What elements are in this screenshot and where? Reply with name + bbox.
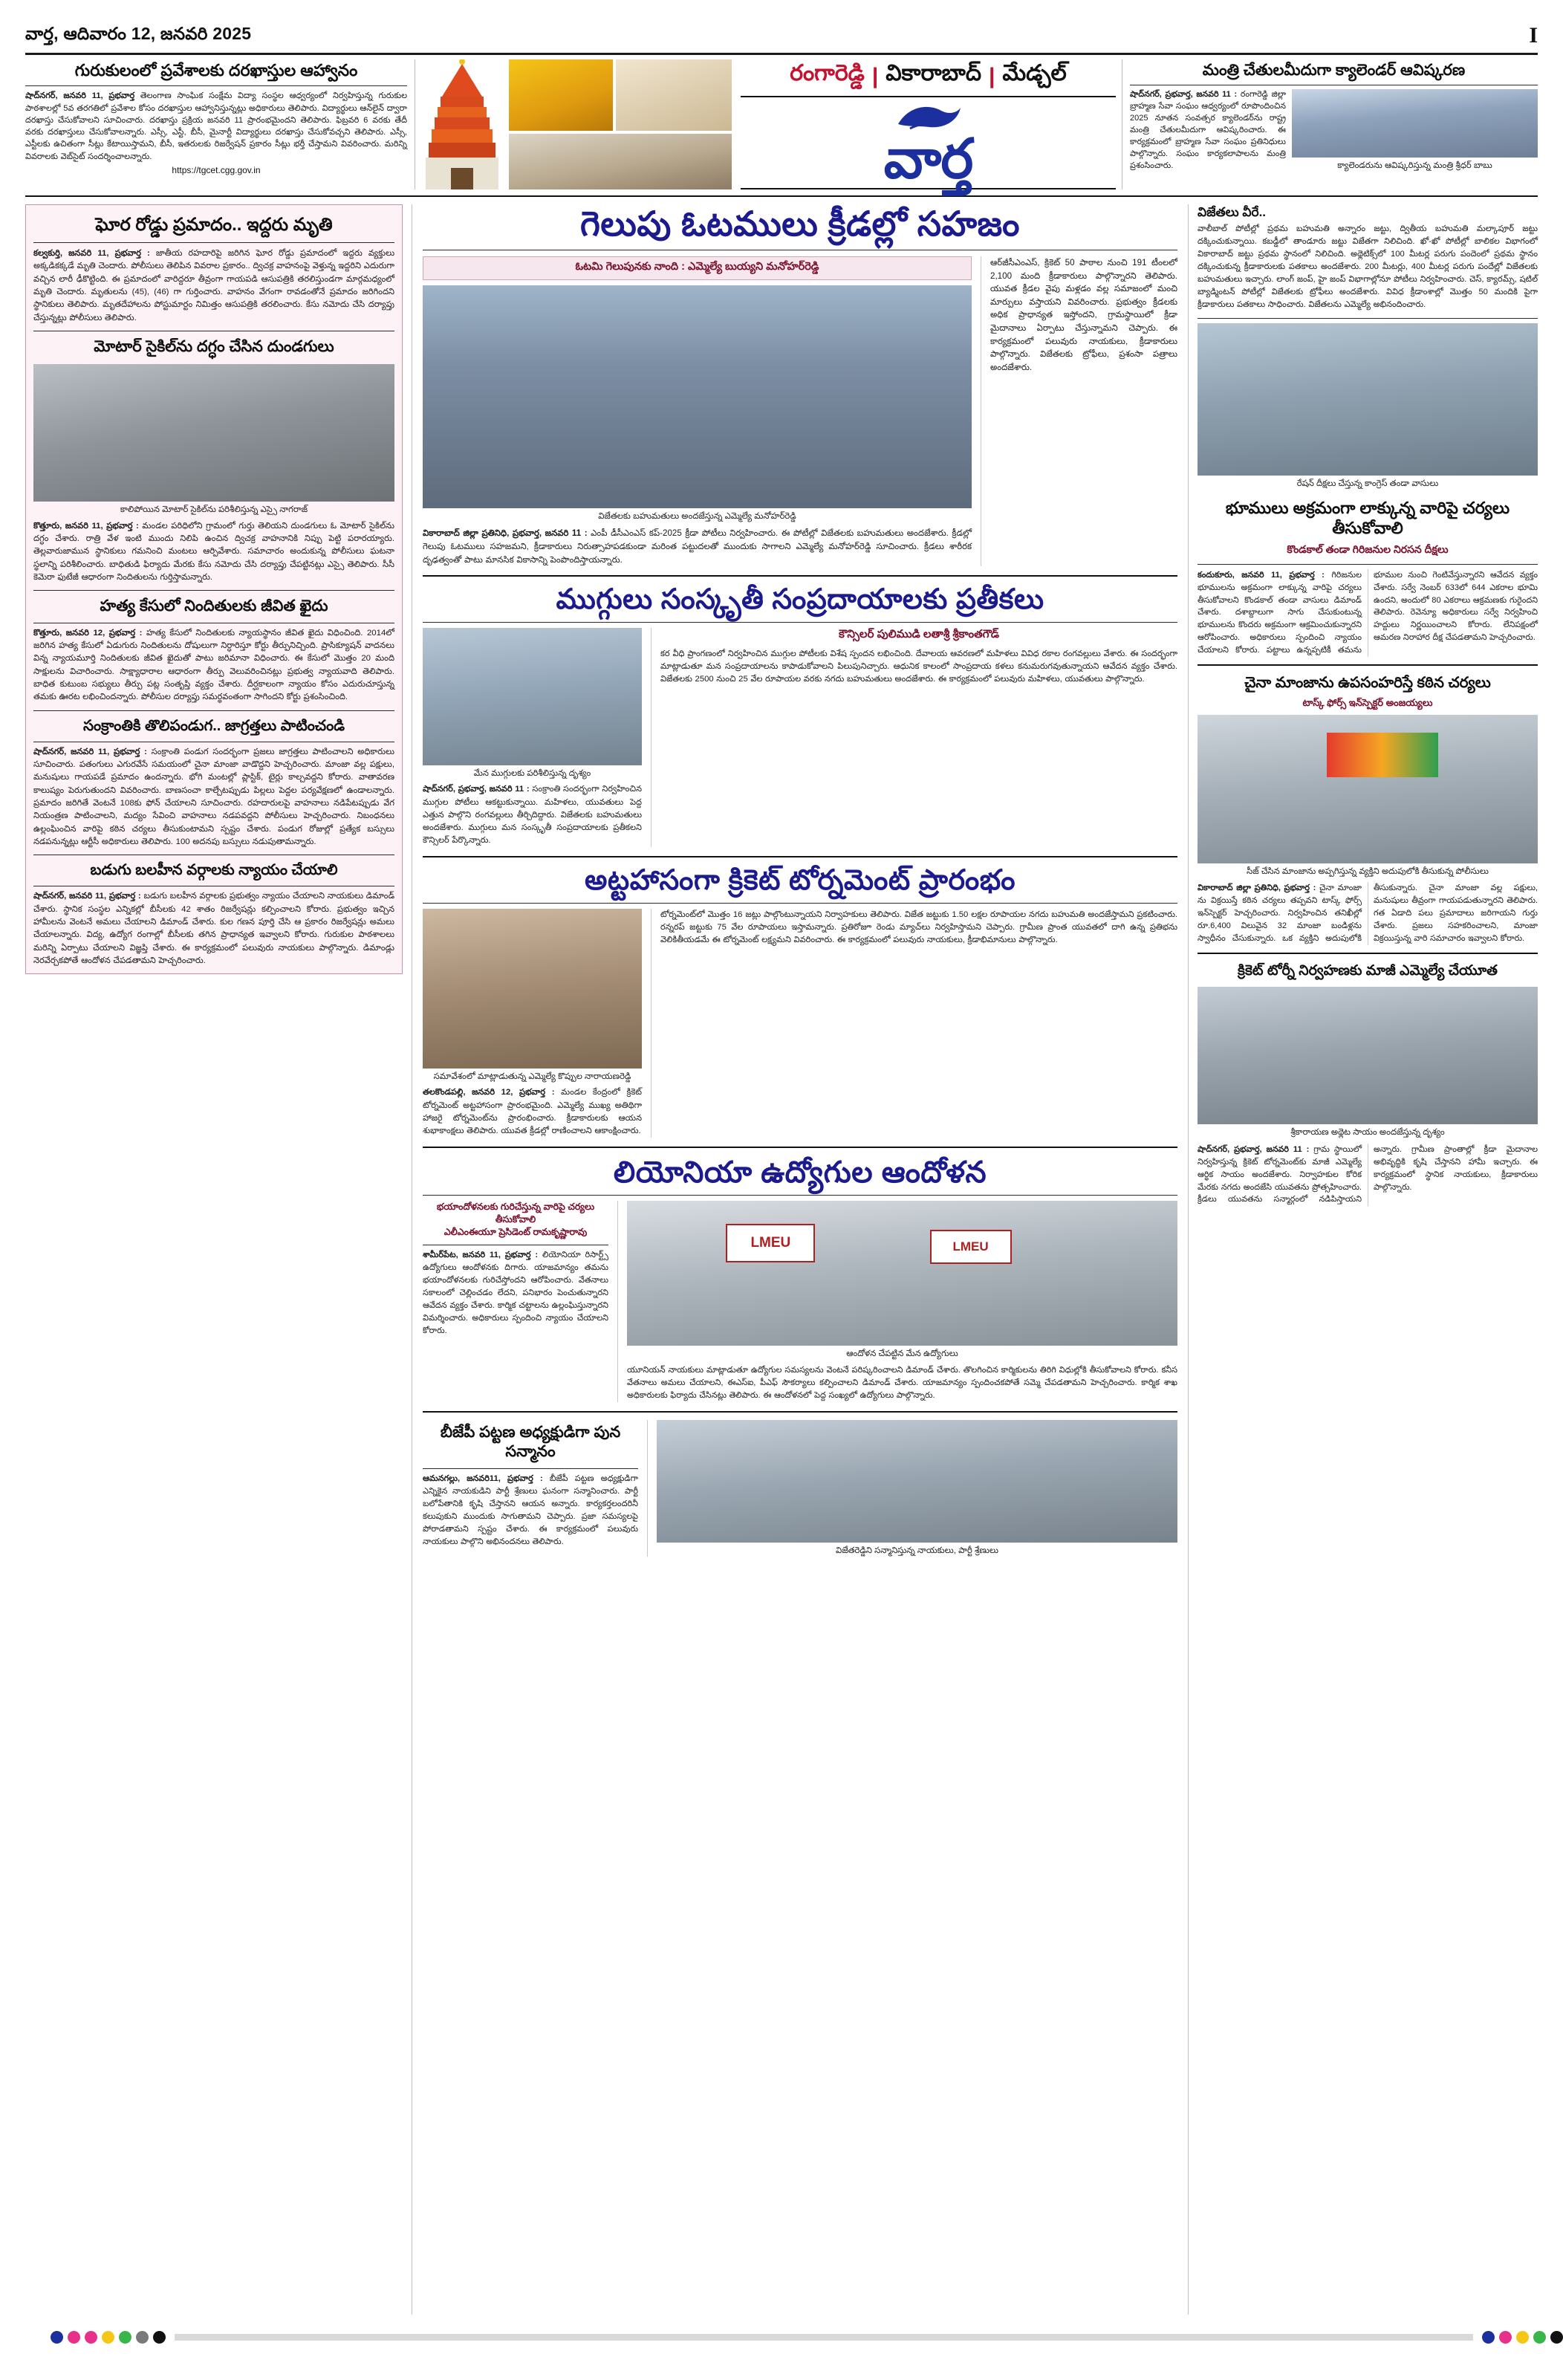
hatya-dateline: కొత్తూరు, జనవరి 12, ప్రభవార్త : (33, 628, 143, 638)
hatya-body (33, 627, 394, 704)
muggulu-body-right: కర వీధి ప్రాంగణంలో నిర్వహించిన ముగ్గుల పోటీలకు విశేష స్పందన లభించింది. దేవాలయ ఆవరణలో మహిళలు వివిధ రకాల రంగవల్లులు వేశారు. ఈ సందర్భంగా మాట్లాడుతూ మన సంప్రదాయాలను కాపాడుకోవాలని పిలుపునిచ్చారు. ఆధునిక కాలంలో సాంప్రదాయ కళలు కనుమరుగవుతున్నాయని ఆవేదన వ్యక్తం చేశారు. విజేతలకు 2500 నుంచి 25 వేల రూపాయల వరకు నగదు బహుమతులు అందజేశారు. ఈ కార్యక్రమంలో పలువురు మహిళలు, యువతులు పాల్గొన్నారు. (660, 649, 1177, 684)
china-manja-caption: సీజ్ చేసిన మాంజాను అప్పగిస్తున్న వ్యక్తిని అదుపులోకి తీసుకున్న పోలీసులు (1247, 866, 1489, 876)
accident-dateline: కల్వకుర్తి, జనవరి 11, ప్రభవార్త : (33, 249, 150, 258)
muggulu-dateline: షాద్‌నగర్, ప్రభవార్త, జనవరి 11 : (423, 785, 530, 794)
bike-photo (33, 364, 394, 502)
cricket2-dateline: షాద్‌నగర్, ప్రభవార్త, జనవరి 11 : (1198, 1144, 1310, 1154)
sports-caption: విజేతలకు బహుమతులు అందజేస్తున్న ఎమ్మెల్యే మనోహర్‌రెడ్డి (598, 511, 796, 521)
page-header (25, 22, 1538, 55)
bjp-dateline: ఆమనగల్లు, జనవరి11, ప్రభవార్త : (423, 1474, 543, 1484)
badugu-dateline: షాద్‌నగర్, జనవరి 11, ప్రభవార్త : (33, 892, 141, 901)
edition-sep-1: | (871, 63, 879, 88)
leoniya-body-left (423, 1249, 608, 1337)
edition-0: రంగారెడ్డి (790, 61, 865, 85)
bjp-caption: విజేతరెడ్డిని సన్మానిస్తున్న నాయకులు, పార్టీ శ్రేణులు (836, 1546, 998, 1555)
accident-text: జాతీయ రహదారిపై జరిగిన ఘోర రోడ్డు ప్రమాదంలో ఇద్దరు వ్యక్తులు అక్కడికక్కడే మృతి చెందారు. పోలీసులు తెలిపిన వివరాల ప్రకారం.. ద్విచక్ర వాహనంపై వెళ్తున్న ఇద్దరిని ఎదురుగా వచ్చిన లారీ ఢీకొట్టింది. ఈ ప్రమాదంలో వారిద్దరూ తీవ్రంగా గాయపడి ఆసుపత్రికి తరలిస్తుండగా మార్గమధ్యంలో మృతి చెందారు. మృతులను (45), (46) గా గుర్తించారు. వాహనం వేగంగా రావడంతోనే ప్రమాదం జరిగిందని స్థానికులు తెలిపారు. మృతదేహాలను పోస్టుమార్టం నిమిత్తం ఆసుపత్రికి తరలించారు. కేసు నమోదు చేసి దర్యాప్తు చేస్తున్నట్లు పోలీసులు తెలిపారు. (33, 249, 395, 322)
bjp-text: బీజేపీ పట్టణ అధ్యక్షుడిగా ఎన్నికైన నాయకుడిని పార్టీ శ్రేణులు ఘనంగా సన్మానించారు. పార్టీ బలోపేతానికి కృషి చేస్తానని ఆయన అన్నారు. కార్యకర్తలందరినీ కలుపుకుని ముందుకు సాగుతామని చెప్పారు. ప్రజా సమస్యలపై పోరాడతామని స్పష్టం చేశారు. ఈ కార్యక్రమంలో పలువురు నాయకులు పాల్గొని అభినందనలు తెలిపారు. (423, 1474, 638, 1547)
vijetalu-headline: విజేతలు వీరే.. (1198, 205, 1267, 219)
calendar-text: రంగారెడ్డి జిల్లా బ్రాహ్మణ సేవా సంఘం ఆధ్వర్యంలో రూపొందించిన 2025 నూతన సంవత్సర క్యాలెండర్‌ను రాష్ట్ర మంత్రి చేతులమీదుగా ఆవిష్కరించారు. ఈ కార్యక్రమంలో బ్రాహ్మణ సేవా సంఘం ప్రతినిధులు పాల్గొన్నారు. సంఘం కార్యకలాపాలను మంత్రి ప్రశంసించారు. (1130, 90, 1286, 170)
muggulu-body-left (423, 783, 642, 847)
cricket2-body (1198, 1144, 1538, 1206)
edition-bar (735, 61, 1122, 91)
edition-2: మేడ్చల్ (1002, 61, 1067, 85)
cricket2-photo (1198, 987, 1538, 1124)
cricket-text-left: మండల కేంద్రంలో క్రికెట్ టోర్నమెంట్ అట్టహాసంగా ప్రారంభమైంది. ఎమ్మెల్యే ముఖ్య అతిథిగా హాజరై టోర్నమెంట్‌ను ప్రారంభించారు. క్రీడాకారులకు ఆయన శుభాకాంక్షలు తెలిపారు. యువత క్రీడల్లో రాణించాలని ఆకాంక్షించారు. (423, 1088, 642, 1135)
leoniya-body-right: యూనియన్ నాయకులు మాట్లాడుతూ ఉద్యోగుల సమస్యలను వెంటనే పరిష్కరించాలని డిమాండ్ చేశారు. తొలగించిన కార్మికులను తిరిగి విధుల్లోకి తీసుకోవాలని కోరారు. కనీస వేతనాలు అమలు చేయాలని, ఈఎస్‌ఐ, పీఎఫ్ సౌకర్యాలు కల్పించాలని డిమాండ్ చేశారు. యాజమాన్యం స్పందించకపోతే సమ్మె చేపడతామని హెచ్చరించారు. కార్మిక శాఖ అధికారులకు ఫిర్యాదు చేసినట్లు తెలిపారు. ఈ ఆందోళనలో పెద్ద సంఖ్యలో ఉద్యోగులు పాల్గొన్నారు. (627, 1365, 1177, 1400)
bike-headline: మోటార్ సైకిల్‌ను దగ్ధం చేసిన దుండగులు (94, 337, 334, 355)
muggulu-text-left: సంక్రాంతి సందర్భంగా నిర్వహించిన ముగ్గుల పోటీలు ఆకట్టుకున్నాయి. మహిళలు, యువతులు పెద్ద ఎత్తున పాల్గొని రంగవల్లులు తీర్చిదిద్దారు. విజేతలకు బహుమతులు అందజేశారు. ముగ్గులు మన సంస్కృతీ సంప్రదాయాలకు ప్రతీకలని కౌన్సిలర్ పేర్కొన్నారు. (423, 785, 642, 846)
calendar-dateline: షాద్‌నగర్, ప్రభవార్త, జనవరి 11 : (1130, 90, 1238, 100)
bike-caption: కాలిపోయిన మోటార్ సైకిల్‌ను పరిశీలిస్తున్న ఎస్సై నాగరాజ్ (120, 505, 308, 515)
masthead-row (25, 59, 1538, 189)
sports-dateline: వికారాబాద్ జిల్లా ప్రతినిధి, ప్రభవార్త, జనవరి 11 : (423, 528, 588, 539)
sports-photo (423, 285, 972, 508)
sports-headline: గెలుపు ఓటములు క్రీడల్లో సహజం (580, 204, 1020, 243)
accident-headline: ఘోర రోడ్డు ప్రమాదం.. ఇద్దరు మృతి (95, 215, 333, 235)
cricket-photo (423, 909, 642, 1069)
muggulu-photo (423, 628, 642, 765)
muggulu-caption: మేన ముగ్గులకు పరిశీలిస్తున్న దృశ్యం (473, 768, 591, 778)
bike-dateline: కొత్తూరు, జనవరి 11, ప్రభవార్త : (33, 521, 139, 531)
sports-subhead: ఓటమి గెలుపునకు నాంది : ఎమ్మెల్యే బుయ్యని మనోహర్‌రెడ్డి (423, 256, 972, 280)
gurukulam-dateline: షాద్‌నగర్, జనవరి 11, ప్రభవార్త (25, 91, 135, 101)
colorbar-right-dots (1482, 2331, 1563, 2344)
colorbar-line (175, 2334, 1473, 2341)
calendar-photo (1292, 89, 1538, 158)
right-rail (1189, 204, 1538, 2315)
cricket2-headline: క్రికెట్ టోర్నీ నిర్వహణకు మాజీ ఎమ్మెల్యే చేయూత (1238, 962, 1498, 979)
gurukulam-text: తెలంగాణ సాంఘిక సంక్షేమ విద్యా సంస్థల ఆధ్వర్యంలో నిర్వహిస్తున్న గురుకుల పాఠశాలల్లో 5వ తరగతిలో ప్రవేశాల కోసం దరఖాస్తుల ఆహ్వానిస్తున్నట్లు అధికారులు తెలిపారు. విద్యార్థులు ఆన్‌లైన్ ద్వారా దరఖాస్తు చేసుకోవాలని సూచించారు. దరఖాస్తు ప్రక్రియ జనవరి 11 ప్రారంభమైందని తెలిపారు. ఫిబ్రవరి 6 వరకు తేదీ వరకు దరఖాస్తులు చేసుకోవాలన్నారు. ఎస్సీ, ఎస్టీ, బీసీ, మైనార్టీ విద్యార్థులు దరఖాస్తు చేసుకోవచ్చని తెలిపారు. ఎస్సీ, ఎస్టీలకు ఉచితంగా సీట్లు కేటాయిస్తామని, బీసీ, ఇతరులకు రిజర్వేషన్ ప్రకారం సీట్లు భర్తీ చేస్తామని వివరించారు. మరిన్ని వివరాలకు వెబ్‌సైట్ సందర్శించాలన్నారు. (25, 91, 408, 161)
calendar-body (1130, 89, 1286, 172)
muggulu-headline: ముగ్గులు సంస్కృతీ సంప్రదాయాలకు ప్రతీకలు (556, 584, 1044, 616)
china-manja-dateline: వికారాబాద్ జిల్లా ప్రతినిధి, ప్రభవార్త : (1198, 883, 1316, 893)
paper-logo (735, 102, 1122, 189)
colorbar-left-dots (51, 2331, 166, 2344)
leoniya-subhead2: ఎలీఎంఈయూ ప్రెసిడెంట్ రామకృష్ణారావు (443, 1226, 588, 1237)
cricket-body-right: టోర్నమెంట్‌లో మొత్తం 16 జట్లు పాల్గొంటున్నాయని నిర్వాహకులు తెలిపారు. విజేత జట్టుకు 1.50 లక్షల రూపాయల నగదు బహుమతి అందజేస్తామని ప్రకటించారు. రన్నరప్ జట్టుకు 75 వేల రూపాయలు ఇస్తామన్నారు. ప్రతిరోజూ రెండు మ్యాచ్‌లు నిర్వహిస్తామని చెప్పారు. గ్రామీణ ప్రాంత యువతలో దాగి ఉన్న ప్రతిభను వెలికితీయడమే ఈ టోర్నమెంట్ లక్ష్యమని వివరించారు. ఈ కార్యక్రమంలో పలువురు నాయకులు, క్రీడాభిమానులు పాల్గొన్నారు. (660, 909, 1177, 945)
rythu-caption: రేషన్ దీక్షలు చేస్తున్న కాంగ్రెస్ తండా వాసులు (1296, 479, 1439, 489)
calendar-caption: క్యాలెండరును ఆవిష్కరిస్తున్న మంత్రి శ్రీధర్ బాబు (1337, 161, 1492, 171)
sankranti-headline: సంక్రాంతికి తొలిపండుగ.. జాగ్రత్తలు పాటించండి (82, 717, 345, 734)
calendar-headline: మంత్రి చేతులమీదుగా క్యాలెండర్ ఆవిష్కరణ (1202, 62, 1466, 79)
cricket-caption: సమావేశంలో మాట్లాడుతున్న ఎమ్మెల్యే కొప్పుల నారాయణరెడ్డి (433, 1071, 631, 1081)
china-manja-headline: చైనా మాంజాను ఉపసంహరిస్తే కఠిన చర్యలు (1244, 674, 1491, 691)
cricket-body-left (423, 1086, 642, 1138)
china-manja-body (1198, 882, 1538, 944)
rythu-headline: భూములు అక్రమంగా లాక్కున్న వారిపై చర్యలు తీసుకోవాలి (1225, 498, 1510, 538)
left-rail (25, 204, 412, 2315)
idol-photo (509, 59, 613, 131)
rythu-body (1198, 569, 1538, 657)
gurukulam-body (25, 90, 407, 162)
badugu-body (33, 890, 394, 967)
cricket2-caption: శ్రీకారాయణ అథ్లెట సాయం అందజేస్తున్న దృశ్యం (1290, 1128, 1445, 1138)
badugu-headline: బడుగు బలహీన వర్గాలకు న్యాయం చేయాలి (90, 862, 338, 879)
leoniya-caption: ఆందోళన చేపట్టిన మేన ఉద్యోగులు (846, 1349, 958, 1359)
edition-sep-2: | (989, 63, 995, 88)
lamp-photo (616, 59, 732, 131)
paper-name: వార్త (883, 128, 973, 189)
leoniya-text-left: లియోనియా రిసార్ట్స్ ఉద్యోగులు ఆందోళనకు దిగారు. యాజమాన్యం తమను భయాందోళనలకు గురిచేస్తోందని ఆరోపించారు. వేతనాలు సకాలంలో చెల్లించడం లేదని, పనిభారం పెంచుతున్నారని ఆవేదన వ్యక్తం చేశారు. కార్మిక చట్టాలను ఉల్లంఘిస్తున్నారని విమర్శించారు. అధికారులు స్పందించి న్యాయం చేయాలని కోరారు. (423, 1250, 608, 1335)
story-calendar (1122, 59, 1538, 189)
hatya-headline: హత్య కేసులో నిందితులకు జీవిత ఖైదు (100, 597, 328, 615)
leoniya-headline: లియోనియా ఉద్యోగుల ఆందోళన (613, 1156, 987, 1190)
leoniya-subhead: భయాందోళనలకు గురిచేస్తున్న వారిపై చర్యలు తీసుకోవాలి (436, 1202, 595, 1225)
sports-body-right: ఆర్‌జీసీఎంఎస్, క్రికెట్ 50 పాఠాల నుంచి 191 టీంలలో 2,100 మంది క్రీడాకారులు పాల్గొన్నారని తెలిపారు. యువత క్రీడల వైపు మళ్లడం వల్ల సమాజంలో మంచి మార్పులు వస్తాయని వివరించారు. ప్రభుత్వం క్రీడలకు అధిక ప్రాధాన్యత ఇస్తోందని, గ్రామస్థాయిలో క్రీడా మైదానాలు ఏర్పాటు చేస్తున్నామని చెప్పారు. ఈ కార్యక్రమంలో పలువురు నాయకులు, క్రీడాకారులు పాల్గొన్నారు. విజేతలకు ట్రోఫీలు, ప్రశంసా పత్రాలు అందజేశారు. (990, 257, 1177, 372)
page-number: I (1529, 23, 1538, 48)
china-manja-photo (1198, 715, 1538, 863)
registration-colorbar (51, 2330, 1563, 2344)
masthead-logo-block (735, 59, 1122, 189)
bjp-body (423, 1473, 638, 1549)
cricket-headline: అట్టహాసంగా క్రికెట్ టోర్నమెంట్ ప్రారంభం (584, 865, 1016, 897)
masthead-graphics (415, 59, 735, 189)
leoniya-dateline: శామీర్‌పేట, జనవరి 11, ప్రభవార్త : (423, 1250, 539, 1259)
accident-body (33, 247, 394, 325)
bjp-photo (657, 1420, 1177, 1543)
sports-body-left (423, 527, 972, 566)
center-column (412, 204, 1189, 2315)
story-gurukulam (25, 59, 415, 189)
rythu-text: గిరిజనుల భూములను అక్రమంగా లాక్కున్న వారిపై చర్యలు తీసుకోవాలని కొండకాల్ తండా వాసులు డిమాండ్ చేశారు. దశాబ్దాలుగా సాగు చేసుకుంటున్న భూములను కొందరు అక్రమంగా ఆక్రమించుకున్నారని ఆరోపించారు. అధికారులు స్పందించి న్యాయం చేయాలని కోరారు. పట్టాలు ఉన్నప్పటికీ తమను భూముల నుంచి గెంటివేస్తున్నారని ఆవేదన వ్యక్తం చేశారు. సర్వే నెంబర్ 633లో 644 ఎకరాల భూమి ఉందని, అందులో 80 ఎకరాలు ఆక్రమణకు గురైందని తెలిపారు. రెవెన్యూ అధికారులు సర్వే నిర్వహించి హద్దులు నిర్ణయించాలని కోరారు. లేనిపక్షంలో ఆమరణ నిరాహార దీక్ష చేపడతామని హెచ్చరించారు. (1198, 570, 1538, 655)
bike-text: మండల పరిధిలోని గ్రామంలో గుర్తు తెలియని దుండగులు ఓ మోటార్ సైకిల్‌ను దగ్ధం చేశారు. రాత్రి వేళ ఇంటి ముందు నిలిపి ఉంచిన ద్విచక్ర వాహనానికి నిప్పు పెట్టి పరారయ్యారు. తెల్లవారుజామున స్థానికులు గమనించి మంటలు ఆర్పివేశారు. సమాచారం అందుకున్న పోలీసులు ఘటనా స్థలాన్ని పరిశీలించారు. బాధితుడి ఫిర్యాదు మేరకు కేసు నమోదు చేసి దర్యాప్తు చేపట్టినట్లు ఎస్సై తెలిపారు. సీసీ కెమెరా ఫుటేజీ ఆధారంగా నిందితులను గుర్తిస్తామన్నారు. (33, 521, 394, 583)
sankranti-text: సంక్రాంతి పండుగ సందర్భంగా ప్రజలు జాగ్రత్తలు పాటించాలని అధికారులు సూచించారు. పతంగులు ఎగురవేసే సమయంలో చైనా మాంజా వాడొద్దని హెచ్చరించారు. మాంజా వల్ల పక్షులు, మనుషులు గాయపడే ప్రమాదం ఉందన్నారు. భోగి మంటల్లో ప్లాస్టిక్, టైర్లు కాల్చవద్దని కోరారు. వాతావరణ కాలుష్యం పెరుగుతుందని వివరించారు. బాణసంచా కాల్చేటప్పుడు పిల్లలు పెద్దల పర్యవేక్షణలో ఉండాలన్నారు. ప్రమాదం జరిగితే వెంటనే 108కు ఫోన్ చేయాలని సూచించారు. రహదారులపై వాహనాలు నడిపేటప్పుడు వేగ నియంత్రణ పాటించాలని, మద్యం సేవించి వాహనాలు నడపవద్దని పోలీసులు హెచ్చరించారు. నిబంధనలు ఉల్లంఘించిన వారిపై కఠిన చర్యలు తీసుకుంటామని స్పష్టం చేశారు. పండుగ రోజుల్లో ప్రత్యేక బస్సులు నడపనున్నట్లు ఆర్టీసీ అధికారులు తెలిపారు. 100 అదనపు బస్సులు నడుపుతామన్నారు. (33, 747, 394, 846)
china-manja-text: చైనా మాంజా ను విక్రయిస్తే కఠిన చర్యలు తప్పవని టాస్క్ ఫోర్స్ ఇన్‌స్పెక్టర్ హెచ్చరించారు. నిర్వహించిన తనిఖీల్లో రూ.6,400 విలువైన 32 మాంజా బండిళ్లను స్వాధీనం చేసుకున్నారు. ఒక వ్యక్తిని అదుపులోకి తీసుకున్నారు. చైనా మాంజా వల్ల పక్షులు, మనుషులు తీవ్రంగా గాయపడుతున్నారని తెలిపారు. గత ఏడాది పలు ప్రమాదాలు జరిగాయని గుర్తు చేశారు. ప్రజలు సహకరించాలని, మాంజా విక్రయిస్తున్న వారి సమాచారం ఇవ్వాలని కోరారు. (1198, 883, 1538, 943)
rythu-subhead: కొండకాల్ తండా గిరిజనుల నిరసన దీక్షలు (1287, 542, 1449, 555)
sports-text-left: ఎంపీ డీసీఎంఎస్ కప్-2025 క్రీడా పోటీలు నిర్వహించారు. ఈ పోటీల్లో విజేతలకు బహుమతులు అందజేశారు. క్రీడల్లో గెలుపు ఓటములు సహజమని, క్రీడాకారులు నిరుత్సాహపడకుండా మరింత పట్టుదలతో ముందుకు సాగాలని ఎమ్మెల్యే మనోహర్‌రెడ్డి సూచించారు. క్రీడలు శారీరక దృఢత్వంతో పాటు మానసిక వికాసాన్ని పెంపొందిస్తాయన్నారు. (423, 528, 972, 565)
cricket2-text: గ్రామ స్థాయిలో నిర్వహిస్తున్న క్రికెట్ టోర్నమెంట్‌కు మాజీ ఎమ్మెల్యే ఆర్థిక సాయం అందజేశారు. నిర్వాహకుల కోరిక మేరకు నగదు అందజేసి యువతను ప్రోత్సహించారు. క్రీడలు యువతను సన్మార్గంలో నడిపిస్తాయని అన్నారు. గ్రామీణ ప్రాంతాల్లో క్రీడా మైదానాల అభివృద్ధికి కృషి చేస్తానని హామీ ఇచ్చారు. ఈ కార్యక్రమంలో స్థానిక నాయకులు, క్రీడాకారులు పాల్గొన్నారు. (1198, 1144, 1538, 1204)
gurukulam-website: https://tgcet.cgg.gov.in (172, 164, 261, 175)
temple-gopuram-icon (418, 59, 506, 189)
hall-photo (509, 134, 732, 189)
china-manja-subhead: టాస్క్ ఫోర్స్ ఇన్‌స్పెక్టర్ అంజయ్యలు (1302, 696, 1433, 708)
cricket-dateline: తలకొండపల్లి, జనవరి 12, ప్రభవార్త : (423, 1088, 555, 1097)
edition-1: వికారాబాద్ (886, 61, 982, 85)
hatya-text: హత్య కేసులో నిందితులకు న్యాయస్థానం జీవిత ఖైదు విధించింది. 2014లో జరిగిన హత్య కేసులో ఏడుగురు నిందితులను దోషులుగా నిర్ధారిస్తూ కోర్టు తీర్పునిచ్చింది. ప్రాసిక్యూషన్ వాదనలు విన్న న్యాయమూర్తి నిందితులకు జీవిత ఖైదుతో పాటు జరిమానా విధించారు. ఈ కేసులో మొత్తం 20 మంది సాక్షులను విచారించారు. సాక్ష్యాధారాల ఆధారంగా తీర్పు వెలువరించినట్లు ప్రభుత్వ న్యాయవాది తెలిపారు. బాధిత కుటుంబ సభ్యులు తీర్పు పట్ల సంతృప్తి వ్యక్తం చేశారు. దీర్ఘకాలంగా న్యాయం కోసం ఎదురుచూస్తున్న తమకు ఊరట లభించిందన్నారు. పోలీసుల దర్యాప్తు సమర్థవంతంగా సాగిందని కోర్టు ప్రశంసించింది. (33, 628, 395, 702)
rythu-photo (1198, 323, 1538, 476)
badugu-text: బడుగు బలహీన వర్గాలకు ప్రభుత్వం న్యాయం చేయాలని నాయకులు డిమాండ్ చేశారు. స్థానిక సంస్థల ఎన్నికల్లో బీసీలకు 42 శాతం రిజర్వేషన్లు కల్పించాలని కోరారు. ప్రభుత్వం ఇచ్చిన హామీలను వెంటనే అమలు చేయాలని డిమాండ్ చేశారు. కుల గణన పూర్తి చేసి ఆ ప్రకారం రిజర్వేషన్లు అమలు చేయాలన్నారు. విద్య, ఉద్యోగ రంగాల్లో బీసీలకు తగిన ప్రాధాన్యత ఇవ్వాలని కోరారు. గురుకుల పాఠశాలలు మరిన్ని ఏర్పాటు చేయాలని విజ్ఞప్తి చేశారు. ఈ కార్యక్రమంలో పలువురు నాయకులు పాల్గొన్నారు. డిమాండ్లు నెరవేర్చకపోతే ఆందోళన చేపడతామని హెచ్చరించారు. (33, 892, 395, 965)
bjp-headline: బీజేపీ పట్టణ అధ్యక్షుడిగా పున సన్మానం (440, 1423, 621, 1460)
muggulu-byline: కౌన్సిలర్ పులిముడి లతాశ్రీ శ్రీకాంతగౌడ్ (839, 627, 999, 641)
bike-body (33, 520, 394, 585)
sankranti-dateline: షాద్‌నగర్, జనవరి 11, ప్రభవార్త : (33, 747, 147, 756)
masthead-date: వార్త, ఆదివారం 12, జనవరి 2025 (25, 24, 252, 43)
leoniya-photo: LMEU LMEU (627, 1201, 1177, 1346)
gurukulam-headline: గురుకులంలో ప్రవేశాలకు దరఖాస్తుల ఆహ్వానం (74, 61, 358, 80)
rythu-dateline: కందుకూరు, జనవరి 11, ప్రభవార్త : (1198, 570, 1325, 580)
sankranti-body (33, 746, 394, 849)
vijetalu-body: వాలీబాల్ పోటీల్లో ప్రథమ బహుమతి అన్నారం జట్టు, ద్వితీయ బహుమతి మల్కాపూర్ జట్టు దక్కించుకున్నాయి. కబడ్డీలో తాండూరు జట్టు విజేతగా నిలిచింది. ఖో-ఖో పోటీల్లో బాలికల విభాగంలో వికారాబాద్ జట్టు ప్రథమ స్థానంలో నిలిచింది. అథ్లెటిక్స్‌లో 100 మీటర్ల పరుగు పందెంలో ప్రథమ స్థానం దక్కించుకున్న క్రీడాకారులకు పతకాలు అందజేశారు. 200 మీటర్లు, 400 మీటర్ల పరుగు పందేల్లో విజేతలకు బహుమతులు ఇచ్చారు. లాంగ్ జంప్, హై జంప్ విభాగాల్లోనూ పోటీలు నిర్వహించారు. చెస్, క్యారమ్స్, షటిల్ బ్యాడ్మింటన్ పోటీల్లో విజేతలకు ట్రోఫీలు అందజేశారు. వివిధ క్రీడాంశాల్లో మొత్తం 50 మందికి పైగా క్రీడాకారులు పతకాలు సాధించారు. విజేతలను ఎమ్మెల్యే అభినందించారు. (1198, 224, 1538, 310)
